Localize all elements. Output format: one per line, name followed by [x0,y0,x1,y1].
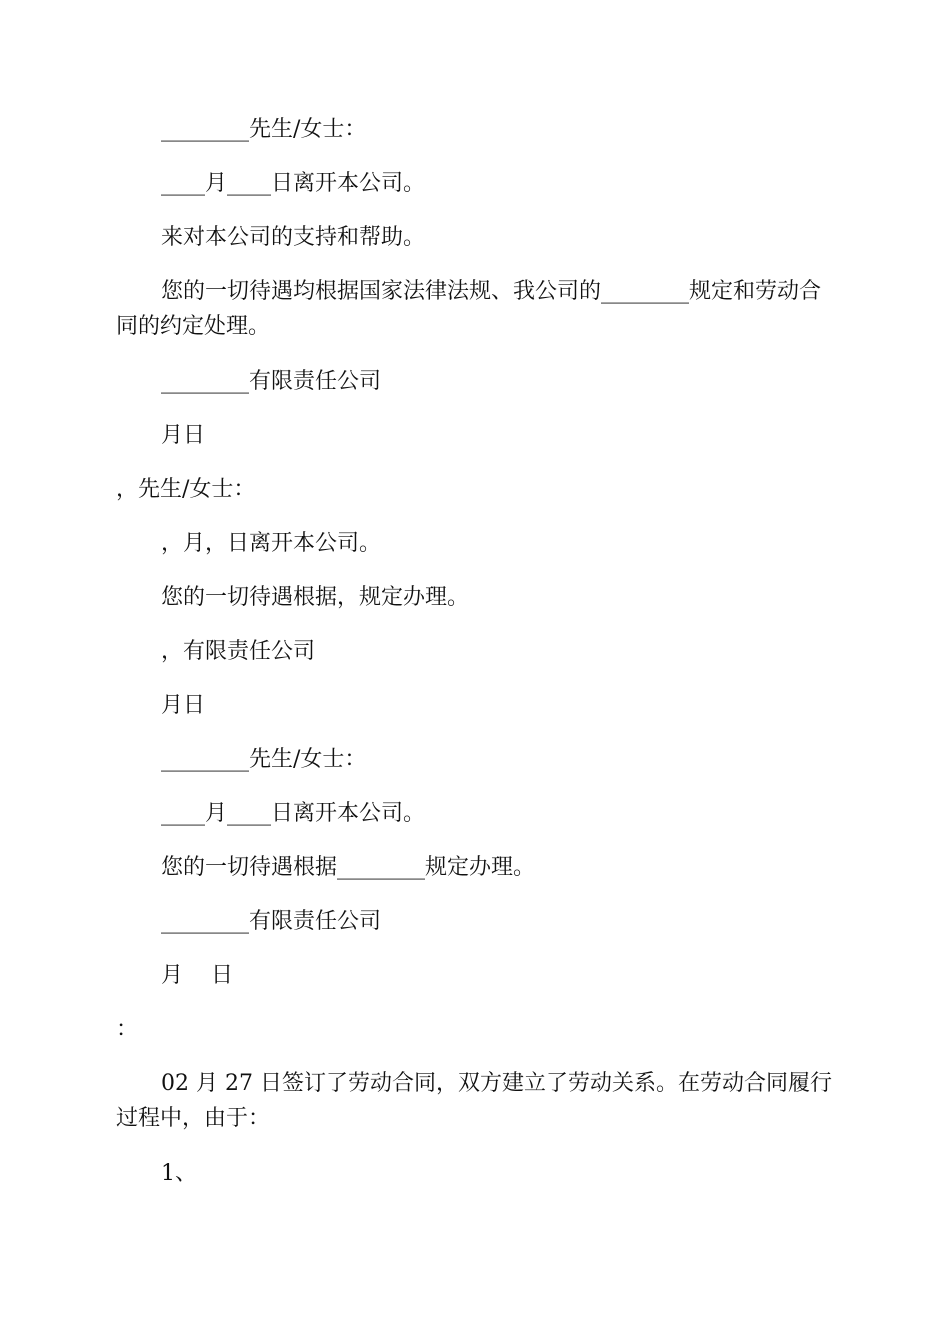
company-signature: ，有限责任公司 [161,639,316,664]
departure-date-paragraph: ____月____日离开本公司。 [161,171,426,196]
date-line: 月日 [161,423,206,448]
treatment-paragraph: 您的一切待遇根据________规定办理。 [161,855,536,880]
salutation-paragraph: ________先生/女士： [161,747,367,772]
salutation-paragraph: ，先生/女士： [116,477,256,502]
salutation-paragraph: ________先生/女士： [161,117,367,142]
thanks-paragraph: 来对本公司的支持和帮助。 [161,225,426,250]
treatment-paragraph: 您的一切待遇均根据国家法律法规、我公司的________规定和劳动合同的约定处理。 [116,279,822,339]
colon-line: ： [116,1017,139,1042]
date-line: 月 日 [161,963,233,988]
departure-date-paragraph: ____月____日离开本公司。 [161,801,426,826]
company-signature: ________有限责任公司 [161,909,382,934]
company-signature: ________有限责任公司 [161,369,382,394]
numbered-item: 1、 [161,1161,197,1186]
date-line: 月日 [161,693,206,718]
treatment-paragraph: 您的一切待遇根据，规定办理。 [161,585,470,610]
departure-date-paragraph: ，月，日离开本公司。 [161,531,382,556]
contract-paragraph: 02 月 27 日签订了劳动合同，双方建立了劳动关系。在劳动合同履行过程中，由于： [116,1071,832,1131]
